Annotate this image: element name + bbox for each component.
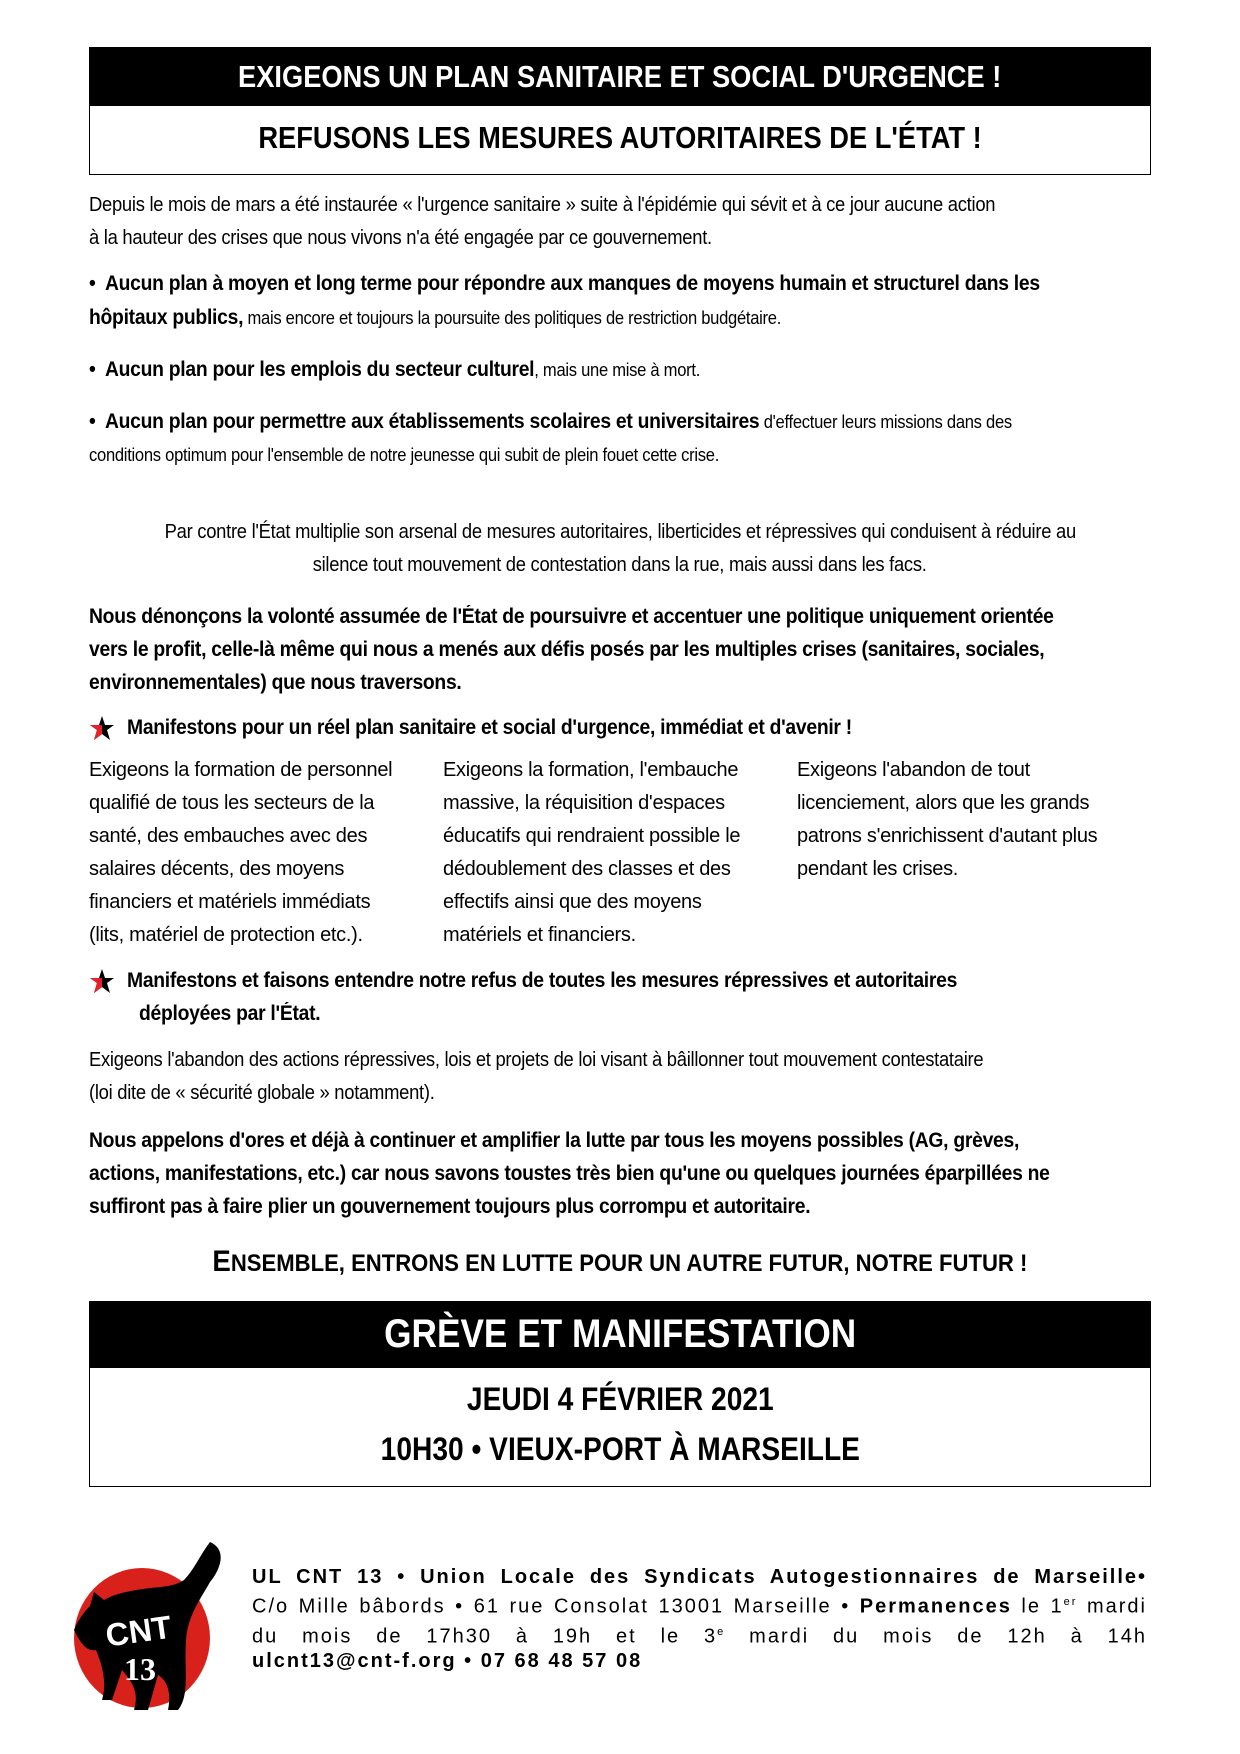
- section2-line: (loi dite de « sécurité globale » notamment).: [89, 1082, 435, 1104]
- contrast-line: Par contre l'État multiplie son arsenal de mesures autoritaires, liberticides et répressives qui conduisent à réduire au: [164, 521, 1076, 543]
- demand-column-education: [443, 754, 797, 952]
- section2-heading-text: déployées par l'État.: [139, 1002, 321, 1025]
- slogan-initial: E: [212, 1245, 231, 1278]
- section2-heading-text: Manifestons et faisons entendre notre refus de toutes les mesures répressives et autoritaires: [127, 969, 958, 992]
- logo-number: 13: [124, 1651, 156, 1687]
- bullet-bold-text: Aucun plan pour permettre aux établissements scolaires et universitaires: [104, 410, 760, 433]
- demand-line: dédoublement des classes et des: [443, 858, 731, 880]
- logo-text: CNT: [103, 1608, 174, 1654]
- call-line: actions, manifestations, etc.) car nous savons toustes très bien qu'une ou quelques journées éparpillées ne: [89, 1162, 1050, 1185]
- event-title-band: [90, 1302, 1150, 1368]
- footer-permanences-label: Permanences: [859, 1595, 1012, 1618]
- header-box: [89, 47, 1151, 175]
- event-box: [89, 1301, 1151, 1487]
- call-paragraph: [89, 1124, 1151, 1223]
- contrast-paragraph: [89, 516, 1151, 582]
- footer-text: du mois de 17h30 à 19h et le 3: [252, 1625, 718, 1648]
- intro-line: à la hauteur des crises que nous vivons n'a été engagée par ce gouvernement.: [89, 227, 712, 249]
- denounce-line: vers le profit, celle-là même qui nous a menés aux défis posés par les multiples crises (sanitaires, sociales,: [89, 638, 1045, 661]
- demand-line: massive, la réquisition d'espaces: [443, 792, 725, 814]
- bullet-item: [89, 405, 1151, 472]
- bullet-icon: •: [89, 272, 105, 295]
- demand-line: pendant les crises.: [797, 858, 959, 880]
- bullet-icon: •: [89, 358, 105, 381]
- footer-text: mardi du mois de 12h à 14h: [725, 1625, 1147, 1648]
- tract-page: [89, 47, 1151, 1487]
- event-title: GRÈVE ET MANIFESTATION: [384, 1312, 856, 1356]
- demand-line: Exigeons la formation de personnel: [89, 759, 393, 781]
- demand-line: (lits, matériel de protection etc.).: [89, 924, 363, 946]
- footer-address-text: C/o Mille bâbords • 61 rue Consolat 13001 Marseille •: [252, 1595, 860, 1618]
- intro-line: Depuis le mois de mars a été instaurée « l'urgence sanitaire » suite à l'épidémie qui sévit et à ce jour aucune action: [89, 194, 996, 216]
- demand-line: matériels et financiers.: [443, 924, 636, 946]
- bullet-text: d'effectuer leurs missions dans des: [759, 412, 1012, 432]
- footer-text: le 1: [1011, 1595, 1064, 1618]
- bullet-bold-text: Aucun plan pour les emplois du secteur culturel: [104, 358, 535, 381]
- call-line: Nous appelons d'ores et déjà à continuer et amplifier la lutte par tous les moyens possibles (AG, grèves,: [89, 1129, 1020, 1152]
- demand-column-employment: [797, 754, 1151, 952]
- demand-line: salaires décents, des moyens: [89, 858, 345, 880]
- star-icon: [89, 968, 115, 994]
- event-details: [90, 1368, 1150, 1486]
- footer-email-phone[interactable]: ulcnt13@cnt-f.org • 07 68 48 57 08: [252, 1650, 643, 1673]
- footer-sup: e: [717, 1625, 726, 1638]
- slogan: [89, 1245, 1151, 1281]
- header-subtitle: REFUSONS LES MESURES AUTORITAIRES DE L'ÉTAT !: [258, 120, 982, 155]
- demand-column-health: [89, 754, 443, 952]
- bullet-item: [89, 267, 1151, 335]
- section1-heading: [89, 711, 1151, 744]
- bullet-bold-text: hôpitaux publics,: [89, 306, 244, 329]
- footer-contact: [252, 1565, 1147, 1674]
- event-place: 10H30 • VIEUX-PORT À MARSEILLE: [380, 1431, 860, 1467]
- denounce-paragraph: [89, 600, 1151, 699]
- footer-address: [252, 1590, 1147, 1620]
- footer-hours: [252, 1620, 1147, 1650]
- footer-sup: er: [1063, 1596, 1078, 1608]
- event-date: JEUDI 4 FÉVRIER 2021: [466, 1381, 774, 1417]
- demand-line: Exigeons l'abandon de tout: [797, 759, 1030, 781]
- demand-line: effectifs ainsi que des moyens: [443, 891, 702, 913]
- footer: [60, 1530, 1160, 1720]
- footer-text: mardi: [1077, 1595, 1147, 1618]
- header-title-band: [90, 48, 1150, 106]
- cnt-cat-logo-icon: [60, 1530, 250, 1720]
- section2-line: Exigeons l'abandon des actions répressives, lois et projets de loi visant à bâillonner tout mouvement contestataire: [89, 1049, 984, 1071]
- bullet-text: conditions optimum pour l'ensemble de notre jeunesse qui subit de plein fouet cette crise.: [89, 445, 720, 465]
- demand-line: qualifié de tous les secteurs de la: [89, 792, 375, 814]
- contrast-line: silence tout mouvement de contestation dans la rue, mais aussi dans les facs.: [313, 554, 927, 576]
- header-title: EXIGEONS UN PLAN SANITAIRE ET SOCIAL D'URGENCE !: [238, 59, 1002, 94]
- header-subtitle-band: [90, 106, 1150, 174]
- demand-line: financiers et matériels immédiats: [89, 891, 371, 913]
- slogan-text: NSEMBLE, ENTRONS EN LUTTE POUR UN AUTRE FUTUR, NOTRE FUTUR !: [230, 1250, 1028, 1277]
- bullet-icon: •: [89, 410, 105, 433]
- bullet-text: mais encore et toujours la poursuite des politiques de restriction budgétaire.: [243, 308, 782, 328]
- denounce-line: environnementales) que nous traversons.: [89, 671, 462, 694]
- intro-paragraph: [89, 189, 1151, 255]
- bullet-text: , mais une mise à mort.: [534, 360, 701, 380]
- section2-heading: [89, 964, 1151, 1030]
- demands-columns: [89, 754, 1151, 952]
- denounce-line: Nous dénonçons la volonté assumée de l'État de poursuivre et accentuer une politique uniquement orientée: [89, 605, 1054, 628]
- bullet-item: [89, 353, 1151, 387]
- star-icon: [89, 715, 115, 741]
- demand-line: éducatifs qui rendraient possible le: [443, 825, 741, 847]
- footer-org-name: UL CNT 13 • Union Locale des Syndicats Autogestionnaires de Marseille•: [252, 1566, 1147, 1588]
- demand-line: patrons s'enrichissent d'autant plus: [797, 825, 1098, 847]
- demand-line: licenciement, alors que les grands: [797, 792, 1090, 814]
- call-line: suffiront pas à faire plier un gouvernement toujours plus corrompu et autoritaire.: [89, 1195, 811, 1218]
- section1-heading-text: Manifestons pour un réel plan sanitaire et social d'urgence, immédiat et d'avenir !: [127, 716, 852, 739]
- demand-line: santé, des embauches avec des: [89, 825, 368, 847]
- demand-line: Exigeons la formation, l'embauche: [443, 759, 739, 781]
- section2-paragraph: [89, 1044, 1151, 1110]
- bullet-bold-text: Aucun plan à moyen et long terme pour répondre aux manques de moyens humain et structurel dans les: [104, 272, 1040, 295]
